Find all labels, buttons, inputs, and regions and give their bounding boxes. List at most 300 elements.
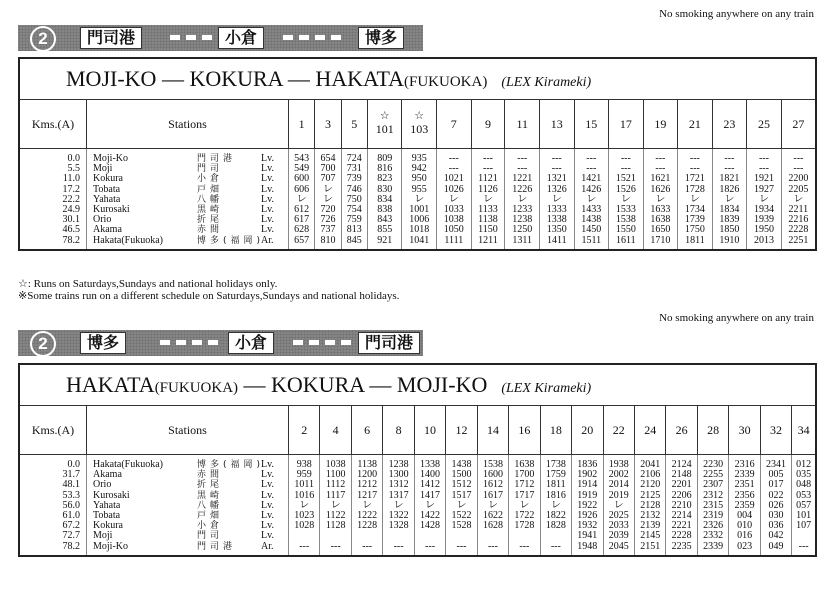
time-cell: レ — [383, 501, 414, 511]
banner-dash — [315, 35, 325, 40]
table-row — [20, 511, 815, 521]
station-name-jp: 折尾 — [197, 480, 224, 491]
time-cell: 810 — [315, 236, 341, 249]
time-cell: レ — [540, 195, 575, 205]
time-cell: 1528 — [446, 521, 477, 531]
time-cell: 834 — [367, 195, 402, 205]
time-cell: 612 — [289, 205, 315, 215]
header-train-number — [712, 100, 747, 149]
train-number: 11 — [516, 116, 529, 131]
time-cell: 1836 — [572, 455, 603, 471]
time-cell: 823 — [367, 174, 402, 184]
time-cell: 1834 — [712, 205, 747, 215]
time-cell: 2359 — [729, 501, 760, 511]
time-cell: 700 — [315, 164, 341, 174]
time-cell: 1228 — [351, 521, 382, 531]
time-cell: レ — [289, 195, 315, 205]
table-row — [20, 491, 815, 501]
time-cell: 1212 — [351, 480, 382, 490]
arrival-departure-type: Lv. — [261, 193, 274, 205]
station-name-en: Tobata — [93, 510, 121, 522]
time-cell: 1710 — [643, 236, 678, 249]
time-cell: 1021 — [437, 174, 472, 184]
timetable-title — [20, 365, 815, 406]
time-cell: --- — [747, 149, 782, 165]
time-cell: 2326 — [697, 521, 728, 531]
time-cell: 921 — [367, 236, 402, 249]
header-train-number — [781, 100, 815, 149]
time-cell: レ — [678, 195, 713, 205]
arrival-departure-type: Lv. — [261, 499, 274, 511]
distance-km: 24.9 — [62, 204, 80, 216]
time-cell: --- — [437, 149, 472, 165]
title-main: HAKATA — [66, 372, 155, 397]
station-name-en: Hakata(Fukuoka) — [93, 459, 163, 470]
time-cell: 1828 — [540, 521, 571, 531]
time-cell: --- — [574, 164, 609, 174]
time-cell: 2125 — [634, 491, 665, 501]
time-cell: 737 — [315, 225, 341, 235]
banner-dash — [160, 340, 170, 345]
time-cell: 2339 — [697, 542, 728, 555]
distance-km: 72.7 — [62, 530, 80, 542]
time-cell: 1450 — [574, 225, 609, 235]
time-cell: 010 — [729, 521, 760, 531]
time-cell: 2351 — [729, 480, 760, 490]
time-cell: 2214 — [666, 511, 697, 521]
time-cell: 2200 — [781, 174, 815, 184]
banner-dash — [331, 35, 341, 40]
time-cell: 759 — [341, 215, 367, 225]
time-cell: --- — [383, 542, 414, 555]
station-name-jp: 赤間 — [197, 225, 224, 236]
arrival-departure-type: Lv. — [261, 224, 274, 236]
header-train-number: 20 — [572, 406, 603, 455]
route-banner — [18, 330, 423, 356]
time-cell: 1717 — [509, 491, 540, 501]
time-cell: 2235 — [666, 542, 697, 555]
time-cell: 1939 — [747, 215, 782, 225]
time-cell: 1133 — [471, 205, 505, 215]
time-cell: 1512 — [446, 480, 477, 490]
distance-km: 78.2 — [62, 234, 80, 246]
train-number: 21 — [688, 116, 701, 131]
time-cell: 1617 — [477, 491, 508, 501]
time-cell: 1112 — [320, 480, 351, 490]
distance-km: 48.1 — [62, 479, 80, 491]
header-train-number: 16 — [509, 406, 540, 455]
train-number: 103 — [410, 122, 429, 136]
time-cell: 1026 — [437, 185, 472, 195]
arrival-departure-type: Lv. — [261, 173, 274, 185]
time-cell: 1217 — [351, 491, 382, 501]
time-cell: --- — [643, 149, 678, 165]
station-cell — [87, 205, 289, 215]
time-cell: 1126 — [471, 185, 505, 195]
station-name-en: Yahata — [93, 499, 121, 511]
station-name-jp: 八幡 — [197, 500, 224, 511]
table-row — [20, 501, 815, 511]
time-cell: --- — [781, 164, 815, 174]
time-cell: 1739 — [678, 215, 713, 225]
time-cell: 1412 — [414, 480, 445, 490]
time-cell: 1511 — [574, 236, 609, 249]
distance-km: 0.0 — [67, 459, 80, 470]
distance-km: 22.2 — [62, 193, 80, 205]
time-cell: 1921 — [747, 174, 782, 184]
time-cell: --- — [320, 542, 351, 555]
time-cell: レ — [509, 501, 540, 511]
arrival-departure-type: Lv. — [261, 163, 274, 175]
banner-station-kokura: 小倉 — [218, 27, 264, 49]
banner-station-kokura: 小倉 — [228, 332, 274, 354]
time-cell: 606 — [289, 185, 315, 195]
time-cell: --- — [471, 164, 505, 174]
time-cell: 2315 — [697, 501, 728, 511]
time-cell: 2205 — [781, 185, 815, 195]
banner-dash — [176, 340, 186, 345]
distance-km: 5.5 — [67, 163, 80, 175]
time-cell: 1538 — [477, 455, 508, 471]
distance-km: 30.1 — [62, 214, 80, 226]
time-cell: 1738 — [540, 455, 571, 471]
time-cell: 1122 — [320, 511, 351, 521]
time-cell: --- — [792, 542, 815, 555]
time-cell: 1934 — [747, 205, 782, 215]
station-name-jp: 赤間 — [197, 470, 224, 481]
time-cell: --- — [781, 149, 815, 165]
station-cell — [87, 521, 289, 531]
time-cell: 1333 — [540, 205, 575, 215]
arrival-departure-type: Lv. — [261, 183, 274, 195]
time-cell: 2228 — [781, 225, 815, 235]
time-cell: レ — [712, 195, 747, 205]
time-cell: 2041 — [634, 455, 665, 471]
banner-dash — [202, 35, 212, 40]
time-cell: 1910 — [712, 236, 747, 249]
station-name-jp: 小倉 — [197, 174, 224, 185]
header-train-number: 2 — [289, 406, 320, 455]
station-name-en: Kokura — [93, 520, 123, 532]
table-row — [20, 470, 815, 480]
time-cell: 1927 — [747, 185, 782, 195]
time-cell: 1822 — [540, 511, 571, 521]
time-cell: --- — [678, 164, 713, 174]
table-row — [20, 236, 815, 249]
footnote-star: ☆: Runs on Saturdays,Sundays and national holidays only. — [18, 278, 278, 290]
header-train-number: 6 — [351, 406, 382, 455]
time-cell: 1422 — [414, 511, 445, 521]
time-cell: --- — [505, 164, 540, 174]
time-cell: --- — [643, 164, 678, 174]
time-cell: 731 — [341, 164, 367, 174]
header-train-number — [505, 100, 540, 149]
time-cell: 935 — [402, 149, 437, 165]
station-name-jp: 戸畑 — [197, 511, 224, 522]
time-cell: 1948 — [572, 542, 603, 555]
time-cell: 022 — [760, 491, 791, 501]
time-cell: 1728 — [678, 185, 713, 195]
time-cell: --- — [678, 149, 713, 165]
time-cell: 1321 — [540, 174, 575, 184]
header-train-number: 8 — [383, 406, 414, 455]
time-cell: 750 — [341, 195, 367, 205]
header-stations: Stations — [87, 100, 289, 149]
time-cell: 838 — [367, 205, 402, 215]
time-cell: --- — [446, 542, 477, 555]
time-cell: 2014 — [603, 480, 634, 490]
arrival-departure-type: Lv. — [261, 479, 274, 491]
time-cell: 959 — [289, 470, 320, 480]
time-cell: 1028 — [289, 521, 320, 531]
station-name-jp: 博多(福岡) — [197, 235, 265, 246]
time-cell: 617 — [289, 215, 315, 225]
header-train-number: 12 — [446, 406, 477, 455]
time-cell: レ — [320, 501, 351, 511]
station-name-jp: 門司港 — [197, 154, 237, 164]
time-cell: 1919 — [572, 491, 603, 501]
distance-km: 61.0 — [62, 510, 80, 522]
time-cell: 2045 — [603, 542, 634, 555]
header-train-number — [367, 100, 402, 149]
banner-dash — [341, 340, 351, 345]
time-cell: --- — [712, 164, 747, 174]
station-name-en: Kurosaki — [93, 204, 130, 216]
header-train-number — [471, 100, 505, 149]
time-cell: 101 — [792, 511, 815, 521]
time-cell: 1712 — [509, 480, 540, 490]
time-cell: 053 — [792, 491, 815, 501]
time-cell: 1950 — [747, 225, 782, 235]
time-cell: 600 — [289, 174, 315, 184]
header-train-number: 4 — [320, 406, 351, 455]
time-cell: 2251 — [781, 236, 815, 249]
time-cell: 042 — [760, 531, 791, 541]
header-train-number — [643, 100, 678, 149]
time-cell: 1016 — [289, 491, 320, 501]
time-cell: 2316 — [729, 455, 760, 471]
time-cell: 2151 — [634, 542, 665, 555]
train-number: 7 — [450, 116, 457, 131]
time-cell: 1150 — [471, 225, 505, 235]
time-cell: 1728 — [509, 521, 540, 531]
time-cell: 2221 — [666, 521, 697, 531]
station-name-jp: 黒崎 — [197, 490, 224, 501]
header-train-number: 22 — [603, 406, 634, 455]
train-number: 27 — [792, 116, 805, 131]
time-cell: 2339 — [729, 470, 760, 480]
time-cell: 023 — [729, 542, 760, 555]
title-lex: (LEX Kirameki) — [501, 381, 592, 396]
time-cell: --- — [609, 149, 644, 165]
header-train-number — [747, 100, 782, 149]
time-cell: 1200 — [351, 470, 382, 480]
time-cell: 1734 — [678, 205, 713, 215]
time-cell: 1338 — [540, 215, 575, 225]
banner-dash — [299, 35, 309, 40]
train-number: 23 — [723, 116, 736, 131]
time-cell: 1622 — [477, 511, 508, 521]
time-cell: --- — [574, 149, 609, 165]
table-row — [20, 521, 815, 531]
header-train-number: 34 — [792, 406, 815, 455]
header-train-number — [678, 100, 713, 149]
timetable-inbound — [18, 363, 817, 557]
time-cell: 2228 — [666, 531, 697, 541]
time-cell: レ — [781, 195, 815, 205]
banner-station-hakata: 博多 — [358, 27, 404, 49]
time-cell: 1033 — [437, 205, 472, 215]
time-cell: 2132 — [634, 511, 665, 521]
time-cell: 017 — [760, 480, 791, 490]
station-name-jp: 小倉 — [197, 521, 224, 532]
header-train-number: 28 — [697, 406, 728, 455]
time-cell: 1038 — [320, 455, 351, 471]
arrival-departure-type: Lv. — [261, 489, 274, 501]
time-cell: --- — [747, 164, 782, 174]
time-cell: 1902 — [572, 470, 603, 480]
time-cell: 1633 — [643, 205, 678, 215]
time-cell: 1111 — [437, 236, 472, 249]
arrival-departure-type: Lv. — [261, 153, 274, 164]
time-cell: 1626 — [643, 185, 678, 195]
time-cell: 2307 — [697, 480, 728, 490]
title-paren: (FUKUOKA) — [404, 74, 488, 90]
time-cell: 813 — [341, 225, 367, 235]
time-cell: 2332 — [697, 531, 728, 541]
time-cell: 1233 — [505, 205, 540, 215]
time-cell: 1317 — [383, 491, 414, 501]
time-cell: 654 — [315, 149, 341, 165]
station-name-en: Yahata — [93, 193, 121, 205]
time-cell: 1121 — [471, 174, 505, 184]
arrival-departure-type: Ar. — [261, 234, 274, 246]
time-cell: 549 — [289, 164, 315, 174]
time-cell: 057 — [792, 501, 815, 511]
time-cell: 1821 — [712, 174, 747, 184]
time-cell: 1018 — [402, 225, 437, 235]
header-kms: Kms.(A) — [20, 100, 87, 149]
time-cell: 1612 — [477, 480, 508, 490]
table-row — [20, 149, 815, 165]
distance-km: 53.3 — [62, 489, 80, 501]
train-number: 25 — [757, 116, 770, 131]
time-cell: 1426 — [574, 185, 609, 195]
time-cell: 1438 — [446, 455, 477, 471]
time-cell: 035 — [792, 470, 815, 480]
time-cell: レ — [574, 195, 609, 205]
time-cell: --- — [609, 164, 644, 174]
time-cell: 1722 — [509, 511, 540, 521]
time-cell: 2356 — [729, 491, 760, 501]
station-name-en: Kokura — [93, 173, 123, 185]
banner-dash — [293, 340, 303, 345]
banner-dash — [283, 35, 293, 40]
time-cell: 2033 — [603, 521, 634, 531]
train-number: 13 — [550, 116, 563, 131]
time-cell: レ — [747, 195, 782, 205]
train-number: 5 — [351, 116, 358, 131]
timetable-outbound — [18, 57, 817, 251]
time-cell: 2128 — [634, 501, 665, 511]
time-cell: レ — [477, 501, 508, 511]
banner-dash — [186, 35, 196, 40]
table-row — [20, 480, 815, 490]
no-smoking-notice: No smoking anywhere on any train — [659, 312, 814, 324]
time-cell: レ — [414, 501, 445, 511]
arrival-departure-type: Lv. — [261, 204, 274, 216]
time-cell: 724 — [341, 149, 367, 165]
header-train-number — [609, 100, 644, 149]
time-cell: レ — [446, 501, 477, 511]
time-cell: 1500 — [446, 470, 477, 480]
time-cell: 1600 — [477, 470, 508, 480]
distance-km: 78.2 — [62, 540, 80, 552]
time-cell: 1839 — [712, 215, 747, 225]
time-cell: レ — [437, 195, 472, 205]
arrival-departure-type: Lv. — [261, 469, 274, 481]
station-name-jp: 戸畑 — [197, 184, 224, 195]
time-cell: 1700 — [509, 470, 540, 480]
time-cell: --- — [505, 149, 540, 165]
time-cell: 1300 — [383, 470, 414, 480]
station-cell — [87, 542, 289, 555]
time-cell: 843 — [367, 215, 402, 225]
weekend-star-mark: ☆ — [414, 110, 425, 122]
time-cell: 2255 — [697, 470, 728, 480]
station-cell — [87, 455, 289, 471]
time-cell: --- — [289, 542, 320, 555]
station-name-en: Kurosaki — [93, 489, 130, 501]
station-cell — [87, 236, 289, 249]
station-cell — [87, 470, 289, 480]
header-train-number: 14 — [477, 406, 508, 455]
station-name-jp: 門司 — [197, 164, 224, 175]
arrival-departure-type: Lv. — [261, 530, 274, 542]
station-name-jp: 博多(福岡) — [197, 460, 265, 470]
time-cell: 1938 — [603, 455, 634, 471]
time-cell: 1650 — [643, 225, 678, 235]
time-cell: 1350 — [540, 225, 575, 235]
banner-station-hakata: 博多 — [80, 332, 126, 354]
time-cell: レ — [609, 195, 644, 205]
station-name-en: Moji-Ko — [93, 153, 128, 164]
time-cell: 845 — [341, 236, 367, 249]
time-cell: 1226 — [505, 185, 540, 195]
table-row — [20, 455, 815, 471]
time-cell: 1006 — [402, 215, 437, 225]
no-smoking-notice: No smoking anywhere on any train — [659, 8, 814, 20]
time-cell: 2148 — [666, 470, 697, 480]
time-cell: 049 — [760, 542, 791, 555]
time-cell: 816 — [367, 164, 402, 174]
header-train-number — [402, 100, 437, 149]
time-cell: 1550 — [609, 225, 644, 235]
time-cell: 2341 — [760, 455, 791, 471]
header-train-number — [315, 100, 341, 149]
time-cell: レ — [315, 185, 341, 195]
header-train-number — [437, 100, 472, 149]
arrival-departure-type: Lv. — [261, 214, 274, 226]
train-number: 9 — [485, 116, 491, 131]
route-number: 2 — [30, 331, 56, 357]
time-cell: 036 — [760, 521, 791, 531]
time-cell: 1526 — [609, 185, 644, 195]
header-train-number: 10 — [414, 406, 445, 455]
header-train-number: 24 — [634, 406, 665, 455]
time-cell: レ — [315, 195, 341, 205]
header-train-number — [341, 100, 367, 149]
